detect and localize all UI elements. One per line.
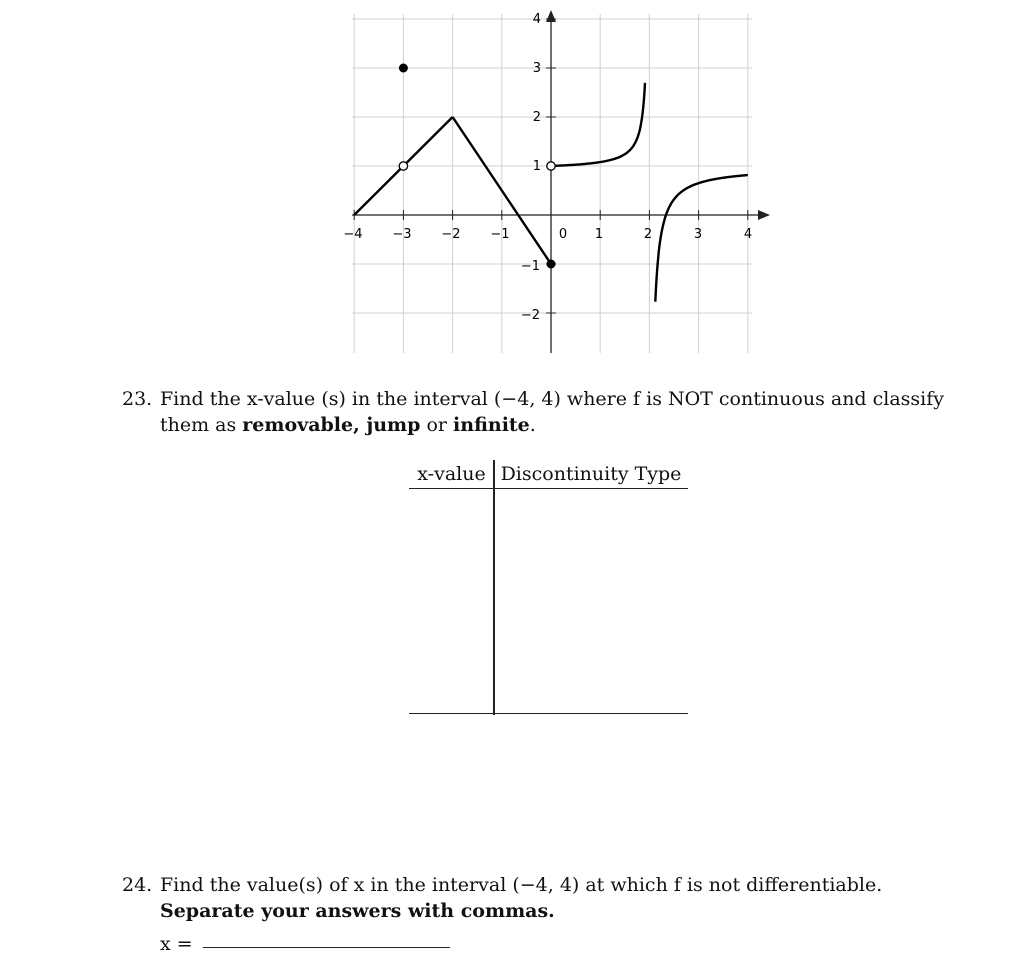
question-text-part: Find the value(s) of x in the interval (−4, 4) at which f is not differentiable. (160, 874, 883, 896)
x-tick-label: 2 (643, 227, 653, 242)
table-divider (493, 460, 495, 715)
column-header-discontinuity-type: Discontinuity Type (500, 463, 682, 485)
column-header-x-value: x-value (417, 463, 486, 485)
y-tick-label: 2 (532, 110, 541, 125)
x-tick-label: −1 (490, 227, 510, 242)
question-24 (122, 872, 952, 924)
y-axis-arrow (546, 10, 556, 22)
question-number: 24. (122, 874, 153, 896)
x-tick-label: −3 (392, 227, 412, 242)
open-point (547, 162, 555, 170)
x-tick-label: 4 (743, 227, 753, 242)
bold-term: Separate your answers with commas. (160, 900, 555, 922)
answer-label: x = (160, 933, 193, 955)
y-tick-label: 1 (532, 159, 541, 174)
question-text (160, 872, 952, 924)
closed-point (547, 260, 556, 269)
table-header-rule (409, 488, 688, 489)
open-point (399, 162, 407, 170)
x-tick-label: 1 (594, 227, 604, 242)
closed-point (399, 64, 408, 73)
bold-term: infinite (453, 414, 530, 436)
x-tick-label: 0 (558, 227, 568, 242)
x-axis-arrow (758, 210, 770, 220)
function-graph (0, 0, 1024, 360)
x-tick-label: 3 (693, 227, 703, 242)
answer-blank[interactable] (203, 947, 450, 948)
question-text (160, 386, 952, 438)
graph-curve-left-of-asymptote (551, 83, 645, 166)
question-number: 23. (122, 388, 153, 410)
y-tick-label: 4 (532, 12, 541, 27)
discontinuity-table (409, 460, 688, 716)
table-bottom-rule (409, 713, 688, 714)
bold-term: removable, jump (242, 414, 421, 436)
question-text-part: . (529, 414, 536, 436)
y-tick-label: −2 (520, 308, 540, 323)
question-text-part: Find the x-value (s) in the interval (−4, 4) where f is NOT continuous and classify them as (160, 388, 945, 436)
question-text-part: or (420, 414, 454, 436)
x-tick-label: −2 (441, 227, 461, 242)
y-tick-label: 3 (532, 61, 541, 76)
x-tick-label: −4 (343, 227, 363, 242)
y-tick-label: −1 (520, 259, 540, 274)
grid (352, 14, 752, 353)
question-23 (122, 386, 952, 438)
